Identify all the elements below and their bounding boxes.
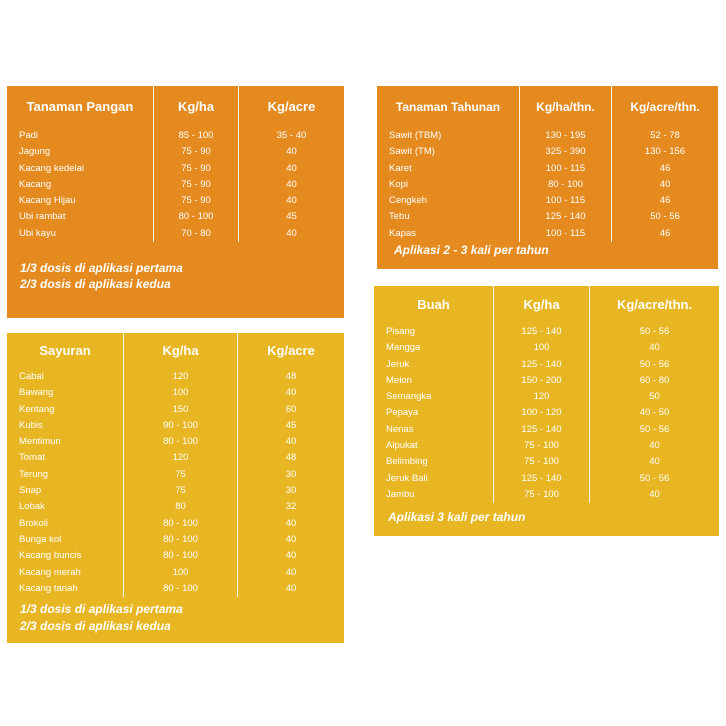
header-kg-ha: Kg/ha xyxy=(177,99,215,114)
row-value: 48 xyxy=(285,452,297,464)
note-line-2: 2/3 dosis di aplikasi kedua xyxy=(20,619,171,633)
column-kg-ha xyxy=(494,286,590,503)
row-label: Lobak xyxy=(19,501,45,513)
row-value: 150 - 200 xyxy=(521,374,562,386)
table-sayuran xyxy=(7,333,344,643)
row-label: Karet xyxy=(389,162,412,174)
row-label: Brokoli xyxy=(19,517,49,529)
row-label: Alpukat xyxy=(386,440,418,452)
row-value: 85 - 100 xyxy=(178,130,214,141)
row-value: 120 xyxy=(172,371,189,382)
row-label: Melon xyxy=(386,374,412,386)
row-value: 325 - 390 xyxy=(545,146,586,158)
row-label: Belimbing xyxy=(386,456,428,468)
header-kg-acre: Kg/acre xyxy=(267,343,315,358)
row-value: 40 xyxy=(285,517,297,529)
row-value: 75 - 90 xyxy=(181,162,211,174)
row-value: 32 xyxy=(285,501,297,513)
header-kg-ha: Kg/ha xyxy=(162,343,199,358)
header-tanaman-pangan: Tanaman Pangan xyxy=(26,99,134,114)
row-value: 30 xyxy=(285,468,297,480)
row-label: Ubi rambat xyxy=(19,211,66,223)
row-value: 75 - 90 xyxy=(181,195,211,207)
row-label: Kopi xyxy=(389,178,409,190)
row-value: 40 xyxy=(285,550,297,562)
row-value: 100 xyxy=(172,387,189,399)
header-sayuran: Sayuran xyxy=(39,343,91,358)
row-value: 35 - 40 xyxy=(276,130,307,141)
row-value: 40 xyxy=(649,440,660,452)
row-label: Snap xyxy=(19,485,42,497)
row-label: Kacang Hijau xyxy=(19,195,76,207)
note-line-1: Aplikasi 3 kali per tahun xyxy=(388,510,526,524)
row-value: 50 xyxy=(649,391,660,403)
column-kg-acre-thn xyxy=(590,286,719,503)
note-line-1: 1/3 dosis di aplikasi pertama xyxy=(20,261,183,275)
row-label: Ubi kayu xyxy=(19,227,56,239)
column-kg-ha xyxy=(154,86,239,242)
row-value: 50 - 56 xyxy=(639,358,670,370)
row-value: 30 xyxy=(285,485,297,497)
row-value: 50 - 56 xyxy=(639,472,670,484)
row-label: Padi xyxy=(19,130,39,141)
row-value: 40 xyxy=(286,146,297,158)
row-value: 120 xyxy=(533,391,550,403)
table-tanaman-tahunan xyxy=(377,86,718,269)
row-label: Mentimun xyxy=(19,436,61,448)
row-label: Kapas xyxy=(389,227,416,239)
row-value: 50 - 56 xyxy=(639,423,670,435)
row-value: 40 xyxy=(285,566,297,578)
row-value: 100 - 115 xyxy=(545,195,586,207)
row-value: 50 - 56 xyxy=(639,326,670,337)
row-label: Terung xyxy=(19,468,49,480)
row-label: Kacang tanah xyxy=(19,582,78,594)
row-label: Mangga xyxy=(386,342,421,354)
row-value: 40 xyxy=(649,456,660,468)
header-kg-ha-thn: Kg/ha/thn. xyxy=(536,100,595,114)
row-value: 125 - 140 xyxy=(521,472,562,484)
row-label: Kacang kedelai xyxy=(19,162,84,174)
row-value: 40 xyxy=(285,436,297,448)
note-line-1: 1/3 dosis di aplikasi pertama xyxy=(20,602,183,616)
row-value: 52 - 78 xyxy=(650,130,680,141)
row-label: Kacang merah xyxy=(19,566,81,578)
row-label: Cengkeh xyxy=(389,195,428,207)
row-value: 40 xyxy=(286,162,297,174)
row-value: 80 - 100 xyxy=(163,436,198,448)
table-buah xyxy=(374,286,719,536)
row-label: Bawang xyxy=(19,387,54,399)
row-value: 80 - 100 xyxy=(178,211,214,223)
row-value: 80 - 100 xyxy=(163,517,198,529)
row-value: 46 xyxy=(659,162,671,174)
row-value: 100 xyxy=(533,342,550,354)
header-kg-acre-thn: Kg/acre/thn. xyxy=(616,297,693,312)
column-kg-acre xyxy=(238,333,344,597)
row-label: Kubis xyxy=(19,419,43,431)
row-value: 45 xyxy=(286,211,297,223)
row-value: 75 xyxy=(175,468,186,480)
row-value: 80 xyxy=(175,501,186,513)
row-label: Cabai xyxy=(19,371,44,382)
row-label: Bunga kol xyxy=(19,533,62,545)
row-value: 130 - 156 xyxy=(644,146,686,158)
row-value: 40 xyxy=(285,387,297,399)
column-kg-ha xyxy=(124,333,238,597)
column-sayuran xyxy=(7,333,124,597)
row-value: 125 - 140 xyxy=(545,211,586,223)
row-value: 60 - 80 xyxy=(639,374,670,386)
row-value: 70 - 80 xyxy=(181,227,211,239)
row-value: 90 - 100 xyxy=(163,419,198,431)
row-label: Tomat xyxy=(19,452,45,464)
row-value: 100 - 120 xyxy=(521,407,562,419)
row-value: 80 - 100 xyxy=(163,533,198,545)
row-value: 100 - 115 xyxy=(545,227,586,239)
row-value: 100 xyxy=(172,566,189,578)
row-value: 40 xyxy=(285,582,297,594)
row-value: 80 - 100 xyxy=(163,582,198,594)
column-tanaman xyxy=(7,86,154,242)
row-value: 40 xyxy=(286,178,297,190)
row-label: Nenas xyxy=(386,423,414,435)
row-value: 40 xyxy=(649,342,660,354)
header-buah: Buah xyxy=(417,297,450,312)
row-value: 50 - 56 xyxy=(650,211,680,223)
row-value: 40 xyxy=(286,227,297,239)
column-kg-acre-thn xyxy=(612,86,718,242)
row-value: 120 xyxy=(172,452,189,464)
row-value: 40 xyxy=(649,488,660,500)
row-label: Kacang xyxy=(19,178,52,190)
row-label: Jambu xyxy=(386,488,415,500)
row-value: 40 xyxy=(659,178,671,190)
row-label: Pisang xyxy=(386,326,416,337)
note-line-2: 2/3 dosis di aplikasi kedua xyxy=(20,277,171,291)
row-value: 75 - 100 xyxy=(524,488,559,500)
row-label: Semangka xyxy=(386,391,432,403)
row-label: Tebu xyxy=(389,211,410,223)
row-value: 75 - 90 xyxy=(181,178,211,190)
row-value: 150 xyxy=(172,403,189,415)
column-kg-acre xyxy=(239,86,344,242)
row-value: 40 xyxy=(286,195,297,207)
row-value: 80 - 100 xyxy=(163,550,198,562)
row-value: 125 - 140 xyxy=(521,326,562,337)
header-tanaman-tahunan: Tanaman Tahunan xyxy=(395,100,501,114)
header-kg-acre-thn: Kg/acre/thn. xyxy=(630,100,700,114)
column-kg-ha-thn xyxy=(520,86,612,242)
row-value: 75 - 100 xyxy=(524,456,559,468)
row-value: 75 - 90 xyxy=(181,146,211,158)
row-label: Kentang xyxy=(19,403,55,415)
row-value: 125 - 140 xyxy=(521,423,562,435)
row-value: 45 xyxy=(285,419,297,431)
row-value: 46 xyxy=(659,227,671,239)
row-label: Jeruk Bali xyxy=(386,472,428,484)
row-label: Jeruk xyxy=(386,358,410,370)
row-label: Pepaya xyxy=(386,407,419,419)
note-line-1: Aplikasi 2 - 3 kali per tahun xyxy=(394,243,549,257)
row-value: 40 - 50 xyxy=(639,407,670,419)
row-value: 60 xyxy=(285,403,297,415)
row-value: 75 - 100 xyxy=(524,440,559,452)
row-value: 125 - 140 xyxy=(521,358,562,370)
row-value: 130 - 195 xyxy=(545,130,586,141)
row-value: 100 - 115 xyxy=(545,162,586,174)
row-value: 48 xyxy=(285,371,297,382)
table-tanaman-pangan xyxy=(7,86,344,318)
header-kg-acre: Kg/acre xyxy=(267,99,316,114)
row-value: 40 xyxy=(285,533,297,545)
row-label: Kacang buncis xyxy=(19,550,82,562)
column-buah xyxy=(374,286,494,503)
row-label: Sawit (TM) xyxy=(389,146,435,158)
row-value: 46 xyxy=(659,195,671,207)
row-value: 80 - 100 xyxy=(548,178,583,190)
row-value: 75 xyxy=(175,485,186,497)
row-label: Sawit (TBM) xyxy=(389,130,442,141)
row-label: Jagung xyxy=(19,146,51,158)
header-kg-ha: Kg/ha xyxy=(523,297,560,312)
column-tanaman xyxy=(377,86,520,242)
list xyxy=(7,128,153,242)
